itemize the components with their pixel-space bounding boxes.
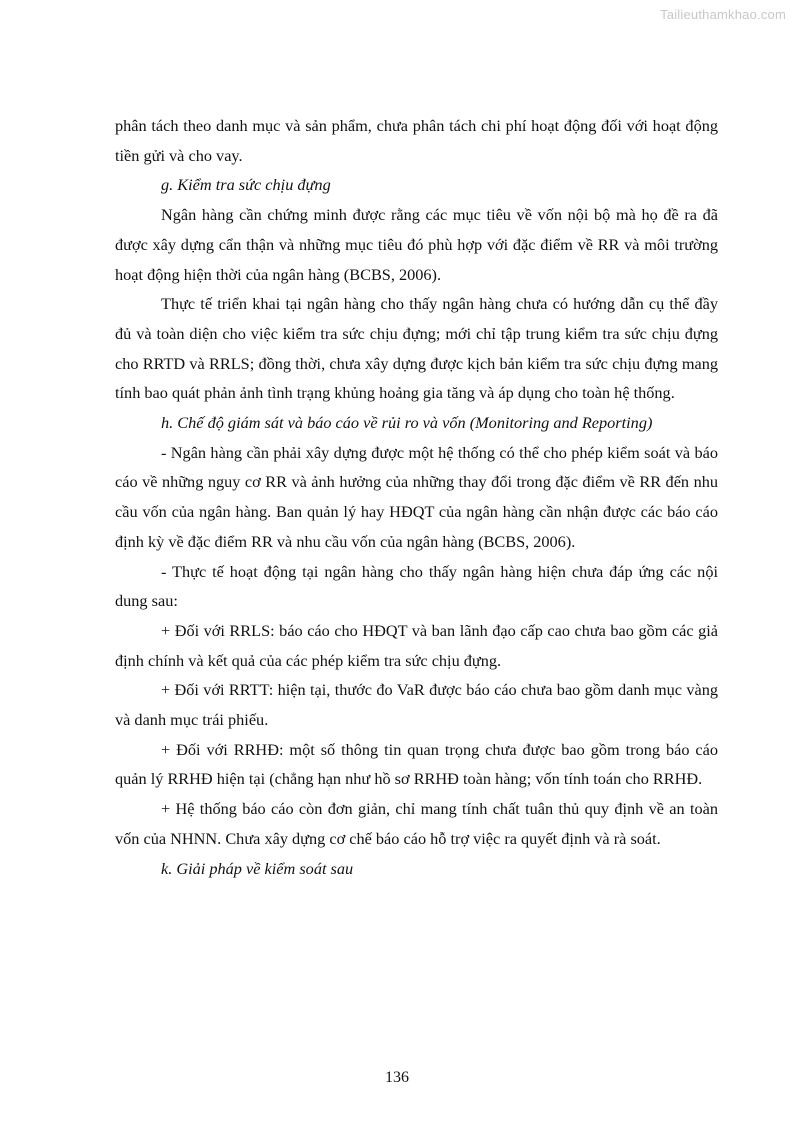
paragraph-continuation: phân tách theo danh mục và sản phẩm, chưa phân tách chi phí hoạt động đối với hoạt động tiền gửi và cho vay. [115,116,718,165]
watermark: Tailieuthamkhao.com [660,7,786,22]
section-heading-g: g. Kiểm tra sức chịu đựng [161,175,331,195]
paragraph: + Đối với RRLS: báo cáo cho HĐQT và ban lãnh đạo cấp cao chưa bao gồm các giả định chính và kết quả của các phép kiểm tra sức chịu đựng. [115,620,718,670]
page-number: 136 [385,1069,409,1086]
paragraph: Ngân hàng cần chứng minh được rằng các mục tiêu về vốn nội bộ mà họ đề ra đã được xây dựng cẩn thận và những mục tiêu đó phù hợp với đặc điểm về RR và môi trường hoạt động hiện thời của ngân hàng (BCBS, 2006). [115,205,718,284]
document-body [115,111,718,883]
paragraph: + Đối với RRTT: hiện tại, thước đo VaR được báo cáo chưa bao gồm danh mục vàng và danh mục trái phiếu. [115,680,718,730]
paragraph: + Đối với RRHĐ: một số thông tin quan trọng chưa được bao gồm trong báo cáo quản lý RRHĐ hiện tại (chẳng hạn như hồ sơ RRHĐ toàn hàng; vốn tính toán cho RRHĐ. [115,739,718,789]
paragraph: - Thực tế hoạt động tại ngân hàng cho thấy ngân hàng hiện chưa đáp ứng các nội dung sau: [115,561,718,611]
section-heading-k: k. Giải pháp về kiểm soát sau [161,858,354,878]
paragraph: + Hệ thống báo cáo còn đơn giản, chỉ mang tính chất tuân thủ quy định về an toàn vốn của NHNN. Chưa xây dựng cơ chế báo cáo hỗ trợ việc ra quyết định và rà soát. [115,799,718,848]
paragraph: - Ngân hàng cần phải xây dựng được một hệ thống có thể cho phép kiểm soát và báo cáo về những nguy cơ RR và ảnh hưởng của những thay đổi trong đặc điểm về RR đến nhu cầu vốn của ngân hàng. Ban quản lý hay HĐQT của ngân hàng cần nhận được các báo cáo định kỳ về đặc điểm RR và nhu cầu vốn của ngân hàng (BCBS, 2006). [115,442,718,551]
paragraph: Thực tế triển khai tại ngân hàng cho thấy ngân hàng chưa có hướng dẫn cụ thể đầy đủ và toàn diện cho việc kiểm tra sức chịu đựng; mới chỉ tập trung kiểm tra sức chịu đựng cho RRTD và RRLS; đồng thời, chưa xây dựng được kịch bản kiểm tra sức chịu đựng mang tính bao quát phản ảnh tình trạng khủng hoảng gia tăng và áp dụng cho toàn hệ thống. [115,294,718,403]
section-heading-h: h. Chế độ giám sát và báo cáo về rủi ro và vốn (Monitoring and Reporting) [161,413,653,433]
